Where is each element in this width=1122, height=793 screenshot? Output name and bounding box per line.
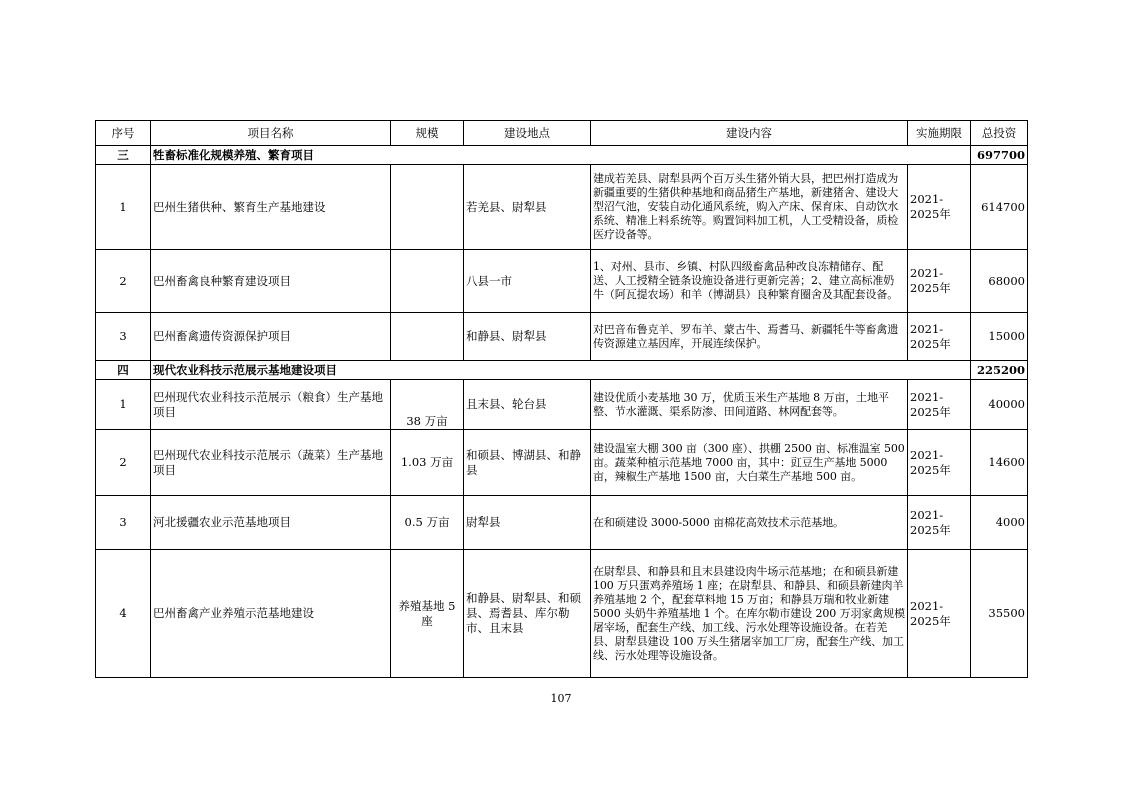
project-scale xyxy=(391,165,464,250)
project-location: 和静县、尉犁县、和硕县、焉耆县、库尔勒市、且末县 xyxy=(464,550,591,678)
table-row xyxy=(96,250,1028,313)
section-total: 697700 xyxy=(971,146,1028,165)
project-invest: 14600 xyxy=(971,430,1028,496)
project-scale: 1.03 万亩 xyxy=(391,430,464,496)
section-row xyxy=(96,361,1028,380)
project-location: 和硕县、博湖县、和静县 xyxy=(464,430,591,496)
project-name: 河北援疆农业示范基地项目 xyxy=(151,496,391,550)
project-name: 巴州畜禽良种繁育建设项目 xyxy=(151,250,391,313)
table-row xyxy=(96,430,1028,496)
project-period: 2021-2025年 xyxy=(908,550,971,678)
header-name: 项目名称 xyxy=(151,121,391,146)
project-invest: 35500 xyxy=(971,550,1028,678)
table-row xyxy=(96,550,1028,678)
project-location: 尉犁县 xyxy=(464,496,591,550)
project-scale: 0.5 万亩 xyxy=(391,496,464,550)
project-name: 巴州畜禽产业养殖示范基地建设 xyxy=(151,550,391,678)
project-scale: 养殖基地 5 座 xyxy=(391,550,464,678)
section-total: 225200 xyxy=(971,361,1028,380)
project-period: 2021-2025年 xyxy=(908,380,971,430)
row-number: 2 xyxy=(96,250,151,313)
header-content: 建设内容 xyxy=(591,121,908,146)
section-number: 四 xyxy=(96,361,151,380)
table-row xyxy=(96,165,1028,250)
project-content: 建设温室大棚 300 亩（300 座）、拱棚 2500 亩、标准温室 500 亩。蔬菜种植示范基地 7000 亩，其中：豇豆生产基地 5000 亩，辣椒生产基地 1500 亩，大白菜生产基地 500 亩。 xyxy=(591,430,908,496)
project-name: 巴州现代农业科技示范展示（粮食）生产基地项目 xyxy=(151,380,391,430)
row-number: 2 xyxy=(96,430,151,496)
project-location: 且末县、轮台县 xyxy=(464,380,591,430)
project-invest: 40000 xyxy=(971,380,1028,430)
project-name: 巴州生猪供种、繁育生产基地建设 xyxy=(151,165,391,250)
project-location: 八县一市 xyxy=(464,250,591,313)
page-number: 107 xyxy=(550,692,572,705)
row-number: 1 xyxy=(96,165,151,250)
project-period: 2021-2025年 xyxy=(908,430,971,496)
project-period: 2021-2025年 xyxy=(908,313,971,361)
section-title: 现代农业科技示范展示基地建设项目 xyxy=(151,361,971,380)
row-number: 3 xyxy=(96,313,151,361)
project-name: 巴州畜禽遗传资源保护项目 xyxy=(151,313,391,361)
header-seq: 序号 xyxy=(96,121,151,146)
project-content: 建设优质小麦基地 30 万，优质玉米生产基地 8 万亩，土地平整、节水灌溉、渠系防渗、田间道路、林网配套等。 xyxy=(591,380,908,430)
project-content: 建成若羌县、尉犁县两个百万头生猪外销大县，把巴州打造成为新疆重要的生猪供种基地和商品猪生产基地，新建猪舍、建设大型沼气池，安装自动化通风系统，购入产床、保育床、自动饮水系统、精准上料系统等。购置饲料加工机，人工受精设备，质检医疗设备等。 xyxy=(591,165,908,250)
table-header-row xyxy=(96,121,1028,146)
project-name: 巴州现代农业科技示范展示（蔬菜）生产基地项目 xyxy=(151,430,391,496)
project-location: 和静县、尉犁县 xyxy=(464,313,591,361)
row-number: 3 xyxy=(96,496,151,550)
project-invest: 15000 xyxy=(971,313,1028,361)
project-content: 对巴音布鲁克羊、罗布羊、蒙古牛、焉耆马、新疆牦牛等畜禽遗传资源建立基因库，开展连续保护。 xyxy=(591,313,908,361)
project-content: 1、对州、县市、乡镇、村队四级畜禽品种改良冻精储存、配送、人工授精全链条设施设备进行更新完善；2、建立高标准奶牛（阿瓦提农场）和羊（博湖县）良种繁育圈舍及其配套设备。 xyxy=(591,250,908,313)
project-invest: 4000 xyxy=(971,496,1028,550)
project-period: 2021-2025年 xyxy=(908,165,971,250)
header-location: 建设地点 xyxy=(464,121,591,146)
header-period: 实施期限 xyxy=(908,121,971,146)
project-period: 2021-2025年 xyxy=(908,496,971,550)
table-row xyxy=(96,380,1028,430)
row-number: 4 xyxy=(96,550,151,678)
project-scale xyxy=(391,250,464,313)
project-scale xyxy=(391,313,464,361)
header-invest: 总投资 xyxy=(971,121,1028,146)
project-location: 若羌县、尉犁县 xyxy=(464,165,591,250)
header-scale: 规模 xyxy=(391,121,464,146)
table-row xyxy=(96,313,1028,361)
project-scale: 38 万亩 xyxy=(391,380,464,430)
project-invest: 614700 xyxy=(971,165,1028,250)
project-table xyxy=(95,120,1028,678)
row-number: 1 xyxy=(96,380,151,430)
section-number: 三 xyxy=(96,146,151,165)
project-invest: 68000 xyxy=(971,250,1028,313)
project-content: 在和硕建设 3000-5000 亩棉花高效技术示范基地。 xyxy=(591,496,908,550)
project-content: 在尉犁县、和静县和且末县建设肉牛场示范基地；在和硕县新建 100 万只蛋鸡养殖场 1 座；在尉犁县、和静县、和硕县新建肉羊养殖基地 2 个，配套草料地 15 万亩；和静县万瑞和牧业新建 5000 头奶牛养殖基地 1 个。在库尔勒市建设 200 万羽家禽规模屠宰场，配套生产线、加工线、污水处理等设施设备。在若羌县、尉犁县建设 100 万头生猪屠宰加工厂房，配套生产线、加工线、污水处理等设施设备。 xyxy=(591,550,908,678)
project-period: 2021-2025年 xyxy=(908,250,971,313)
section-row xyxy=(96,146,1028,165)
section-title: 牲畜标准化规模养殖、繁育项目 xyxy=(151,146,971,165)
table-row xyxy=(96,496,1028,550)
